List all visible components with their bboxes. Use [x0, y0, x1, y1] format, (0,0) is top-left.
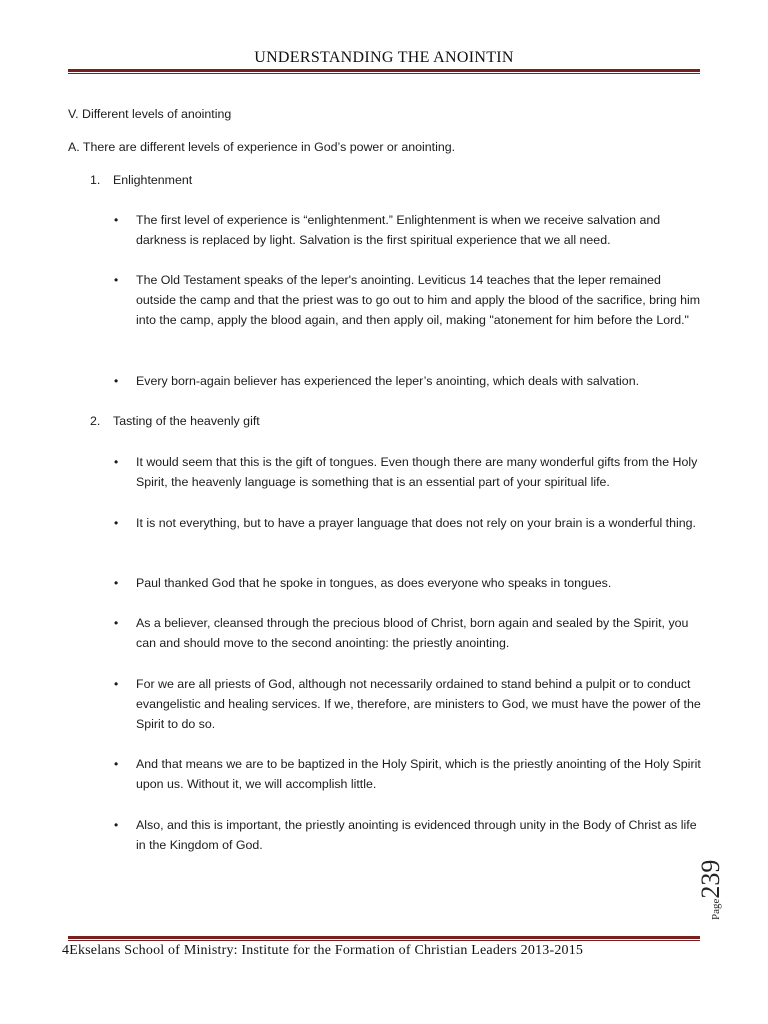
bullet-icon: •: [114, 374, 119, 388]
page-number-value: 239: [696, 859, 725, 899]
bullet-text: It would seem that this is the gift of tongues. Even though there are many wonderful gifts from the Holy Spirit, the heavenly language is something that is an essential part of your spiritual life.: [136, 455, 698, 489]
bullet-text: For we are all priests of God, although not necessarily ordained to stand behind a pulpit or to conduct evangelistic and healing services. If we, therefore, are ministers to God, we must have the power of the Spirit to do so.: [136, 677, 701, 731]
bullet-text: The Old Testament speaks of the leper's anointing. Leviticus 14 teaches that the leper remained outside the camp and that the priest was to go out to him and apply the blood of the sacrifice, bring him into the camp, apply the blood again, and then apply oil, making "atonement for him before the Lord.": [136, 273, 701, 327]
item-number: 1.: [90, 173, 101, 187]
bullet-icon: •: [114, 455, 119, 469]
bullet-icon: •: [114, 213, 119, 227]
page-number: [696, 860, 726, 920]
bullet-text: It is not everything, but to have a prayer language that does not rely on your brain is a wonderful thing.: [136, 516, 696, 530]
header-title: UNDERSTANDING THE ANOINTIN: [254, 49, 514, 66]
intro-paragraph: A. There are different levels of experience in God’s power or anointing.: [68, 140, 456, 154]
bullet-text: Paul thanked God that he spoke in tongues, as does everyone who speaks in tongues.: [136, 576, 612, 590]
footer-text: 4Ekselans School of Ministry: Institute for the Formation of Christian Leaders 2013-2015: [62, 943, 584, 958]
bullet-icon: •: [114, 516, 119, 530]
bullet-icon: •: [114, 616, 119, 630]
item-title: Enlightenment: [113, 173, 193, 187]
section-heading: V. Different levels of anointing: [68, 107, 232, 121]
bullet-text: Also, and this is important, the priestly anointing is evidenced through unity in the Body of Christ as life in the Kingdom of God.: [136, 818, 697, 852]
bullet-icon: •: [114, 677, 119, 691]
item-number: 2.: [90, 414, 101, 428]
bullet-text: And that means we are to be baptized in the Holy Spirit, which is the priestly anointing of the Holy Spirit upon us. Without it, we will accomplish little.: [136, 757, 701, 791]
item-title: Tasting of the heavenly gift: [113, 414, 260, 428]
header-rule: [68, 69, 700, 74]
bullet-icon: •: [114, 818, 119, 832]
bullet-icon: •: [114, 273, 119, 287]
page-label: Page: [710, 898, 722, 920]
bullet-icon: •: [114, 576, 119, 590]
bullet-text: As a believer, cleansed through the precious blood of Christ, born again and sealed by the Spirit, you can and should move to the second anointing: the priestly anointing.: [136, 616, 689, 650]
bullet-text: Every born-again believer has experienced the leper’s anointing, which deals with salvation.: [136, 374, 640, 388]
footer-rule: [68, 936, 700, 941]
bullet-icon: •: [114, 757, 119, 771]
bullet-text: The first level of experience is “enlightenment.” Enlightenment is when we receive salvation and darkness is replaced by light. Salvation is the first spiritual experience that we all need.: [136, 213, 661, 247]
